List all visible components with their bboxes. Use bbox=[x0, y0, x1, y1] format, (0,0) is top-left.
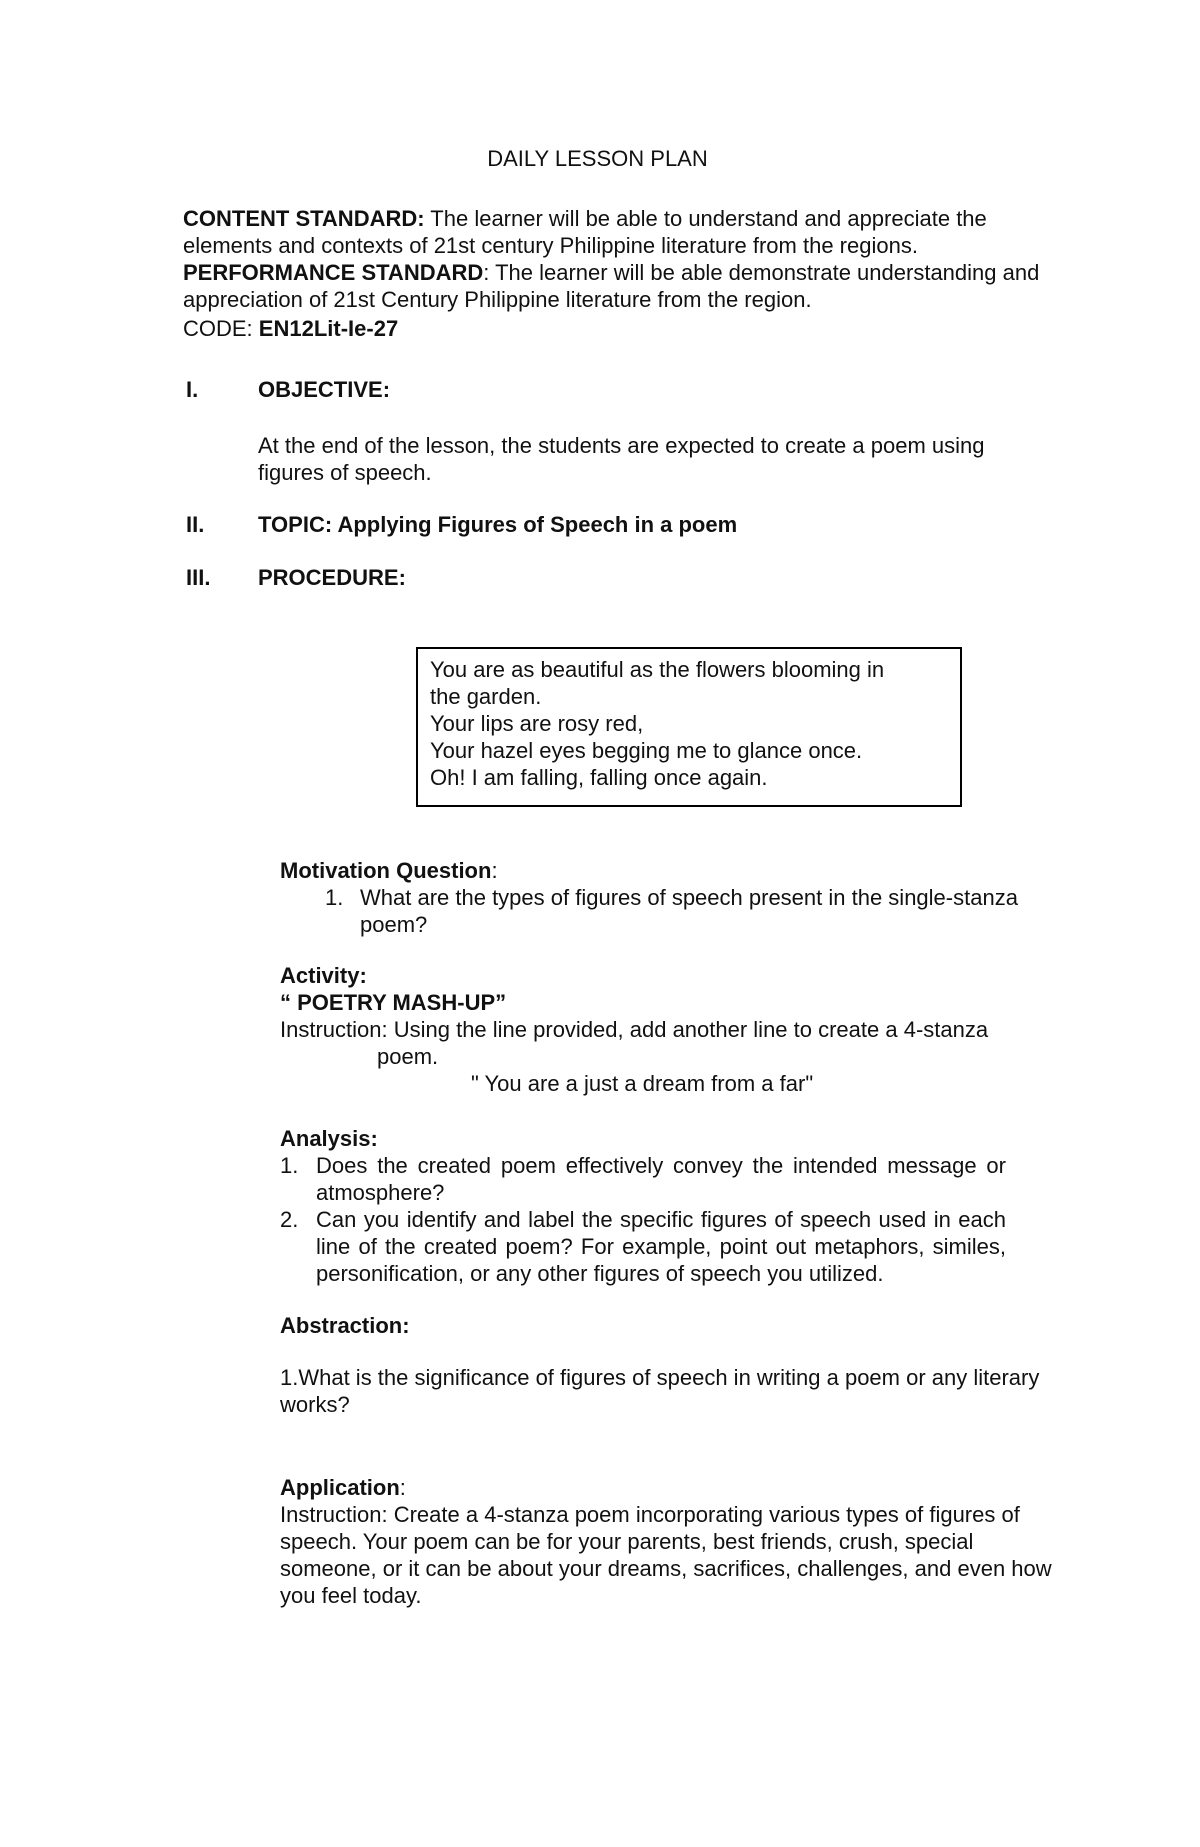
poem-line: You are as beautiful as the flowers blooming in bbox=[430, 657, 885, 682]
list-item-number: 1. bbox=[280, 1153, 299, 1178]
code-label: CODE: bbox=[183, 316, 259, 341]
application-instruction: Instruction: Create a 4-stanza poem incorporating various types of figures of speech. Your poem can be for your parents, best friends, crush, special someone, or it can be about your dreams, sacrifices, challenges, and even how you feel today. bbox=[280, 1502, 1052, 1608]
list-item-text: What are the types of figures of speech present in the single-stanza poem? bbox=[360, 885, 1018, 937]
motivation-heading bbox=[280, 857, 1060, 884]
activity-section bbox=[280, 962, 1060, 1097]
poem-line: Your lips are rosy red, bbox=[430, 711, 644, 736]
list-item bbox=[280, 884, 1060, 938]
topic-number: II. bbox=[186, 512, 205, 537]
activity-instruction-line2: poem. bbox=[377, 1044, 439, 1069]
application-colon: : bbox=[399, 1475, 406, 1500]
motivation-label: Motivation Question bbox=[280, 858, 492, 883]
procedure-heading: PROCEDURE: bbox=[258, 565, 406, 590]
application-label: Application bbox=[280, 1475, 400, 1500]
content-standard-text: The learner will be able to understand and appreciate the elements and contexts of 21st century Philippine literature from the regions. bbox=[183, 206, 987, 258]
poem-line: Oh! I am falling, falling once again. bbox=[430, 765, 768, 790]
list-item bbox=[280, 1152, 1006, 1206]
performance-standard-label: PERFORMANCE STANDARD bbox=[183, 260, 484, 285]
list-item-number: 2. bbox=[280, 1207, 299, 1232]
list-item-number: 1. bbox=[325, 885, 344, 910]
abstraction-label: Abstraction: bbox=[280, 1313, 410, 1338]
content-standard-label: CONTENT STANDARD: bbox=[183, 206, 425, 231]
code-line bbox=[183, 315, 1047, 342]
analysis-section bbox=[280, 1125, 1006, 1287]
abstraction-question: 1.What is the significance of figures of speech in writing a poem or any literary works? bbox=[280, 1365, 1040, 1417]
activity-name: “ POETRY MASH-UP” bbox=[280, 990, 507, 1015]
motivation-colon: : bbox=[491, 858, 498, 883]
standards-block bbox=[183, 205, 1047, 342]
poem-line: the garden. bbox=[430, 684, 542, 709]
analysis-label: Analysis: bbox=[280, 1126, 378, 1151]
activity-label: Activity: bbox=[280, 963, 367, 988]
application-heading bbox=[280, 1474, 1060, 1501]
performance-standard-text: : The learner will be able demonstrate understanding and appreciation of 21st Century Philippine literature from the region. bbox=[183, 260, 1040, 312]
poem-line: Your hazel eyes begging me to glance once. bbox=[430, 738, 863, 763]
list-item-text: Can you identify and label the specific figures of speech used in each line of the created poem? For example, point out metaphors, similes, personification, or any other figures of speech you utilized. bbox=[316, 1207, 1006, 1286]
list-item-text: Does the created poem effectively convey the intended message or atmosphere? bbox=[316, 1153, 1006, 1205]
performance-standard bbox=[183, 259, 1047, 313]
objective-body: At the end of the lesson, the students are expected to create a poem using figures of speech. bbox=[258, 433, 985, 485]
code-value: EN12Lit-Ie-27 bbox=[258, 316, 399, 341]
application-section bbox=[280, 1474, 1060, 1609]
procedure-number: III. bbox=[186, 565, 211, 590]
activity-instruction-line1: Instruction: Using the line provided, add another line to create a 4-stanza bbox=[280, 1017, 989, 1042]
list-item bbox=[280, 1206, 1006, 1287]
objective-heading: OBJECTIVE: bbox=[258, 377, 391, 402]
poem-box bbox=[416, 647, 962, 807]
content-standard bbox=[183, 205, 1047, 259]
objective-number: I. bbox=[186, 377, 199, 402]
abstraction-section bbox=[280, 1312, 1060, 1418]
page-title: DAILY LESSON PLAN bbox=[487, 146, 708, 171]
motivation-section bbox=[280, 857, 1060, 938]
activity-given-line: " You are a just a dream from a far" bbox=[471, 1071, 814, 1096]
topic-heading: TOPIC: Applying Figures of Speech in a poem bbox=[258, 512, 738, 537]
